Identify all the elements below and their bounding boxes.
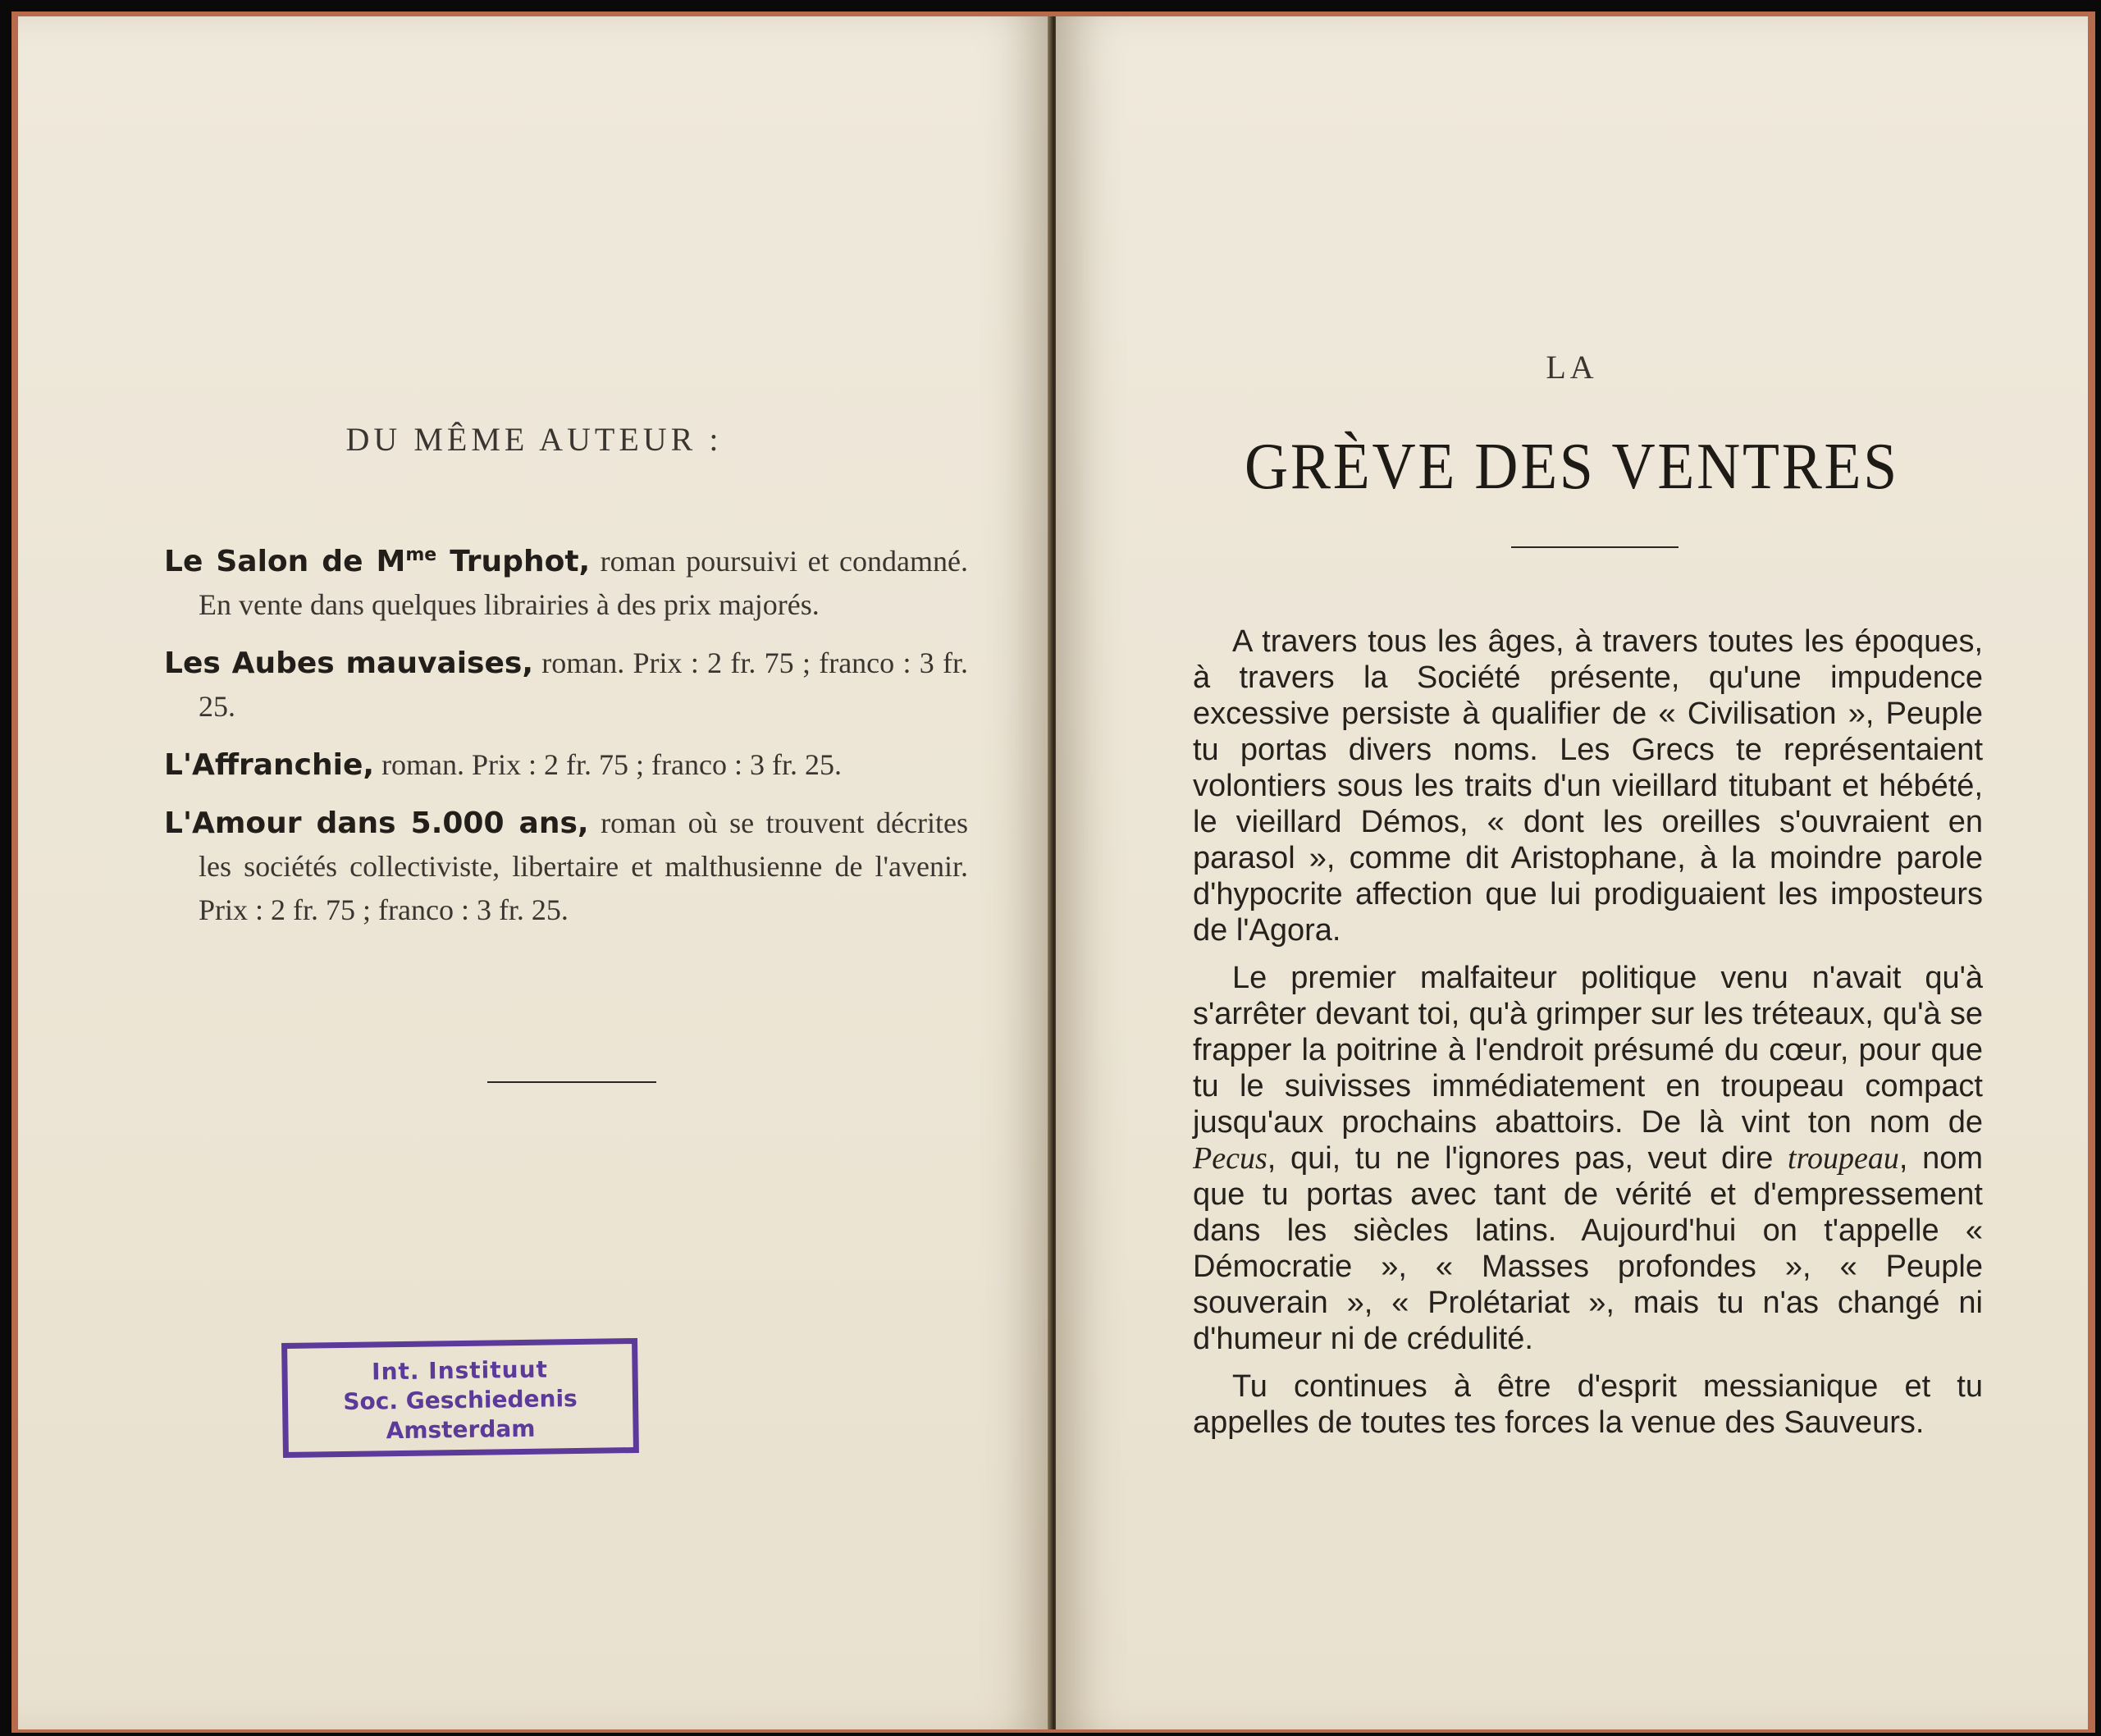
- work-entry: Le Salon de $M^{me}$ Truphot, roman poursuivi et condamné. En vente dans quelques librairies à des prix majorés.: [164, 545, 968, 621]
- work-entry: L'Affranchie, roman. Prix : 2 fr. 75 ; franco : 3 fr. 25.: [164, 748, 842, 782]
- title-article: LA: [1546, 349, 1598, 386]
- left-page: [18, 16, 1050, 1729]
- work-entry: L'Amour dans 5.000 ans, roman où se trouvent décrites les sociétés collectiviste, libertaire et malthusienne de l'avenir. Prix : 2 fr. 75 ; franco : 3 fr. 25.: [164, 806, 968, 926]
- library-stamp: [281, 1338, 639, 1458]
- title-divider: [1511, 546, 1679, 548]
- right-page: [1056, 16, 2088, 1729]
- stamp-line-2: Soc. Geschiedenis: [343, 1385, 578, 1415]
- other-works-list: [164, 533, 968, 947]
- body-text: [1193, 624, 1983, 1452]
- paragraph: Tu continues à être d'esprit messianique et tu appelles de toutes tes forces la venue des Sauveurs.: [1193, 1369, 1983, 1440]
- work-entry: Les Aubes mauvaises, roman. Prix : 2 fr. 75 ; franco : 3 fr. 25.: [164, 646, 968, 723]
- paragraph: A travers tous les âges, à travers toutes les époques, à travers la Société présente, qu'une impudence excessive persiste à qualifier de « Civilisation », Peuple tu portas divers noms. Les Grecs te représentaient volontiers sous les traits d'un vieillard titubant et hébété, le vieillard Démos, « dont les oreilles s'ouvraient en parasol », comme dit Aristophane, à la moindre parole d'hypocrite affection que lui prodiguaient les imposteurs de l'Agora.: [1193, 624, 1983, 948]
- other-works-heading: DU MÊME AUTEUR :: [345, 421, 723, 458]
- stamp-line-3: Amsterdam: [386, 1414, 536, 1445]
- paragraph: Le premier malfaiteur politique venu n'avait qu'à s'arrêter devant toi, qu'à grimper sur les tréteaux, qu'à se frapper la poitrine à l'endroit présumé du cœur, pour que tu le suivisses immédiatement en troupeau compact jusqu'aux prochains abattoirs. De là vint ton nom de Pecus, qui, tu ne l'ignores pas, veut dire troupeau, nom que tu portas avec tant de vérité et d'empressement dans les siècles latins. Aujourd'hui on t'appelle « Démocratie », « Masses profondes », « Peuple souverain », « Prolétariat », mais tu n'as changé ni d'humeur ni de crédulité.: [1193, 961, 1983, 1356]
- stamp-line-1: Int. Instituut: [371, 1355, 549, 1386]
- section-divider: [487, 1081, 656, 1083]
- page-title: GRÈVE DES VENTRES: [1245, 431, 1899, 503]
